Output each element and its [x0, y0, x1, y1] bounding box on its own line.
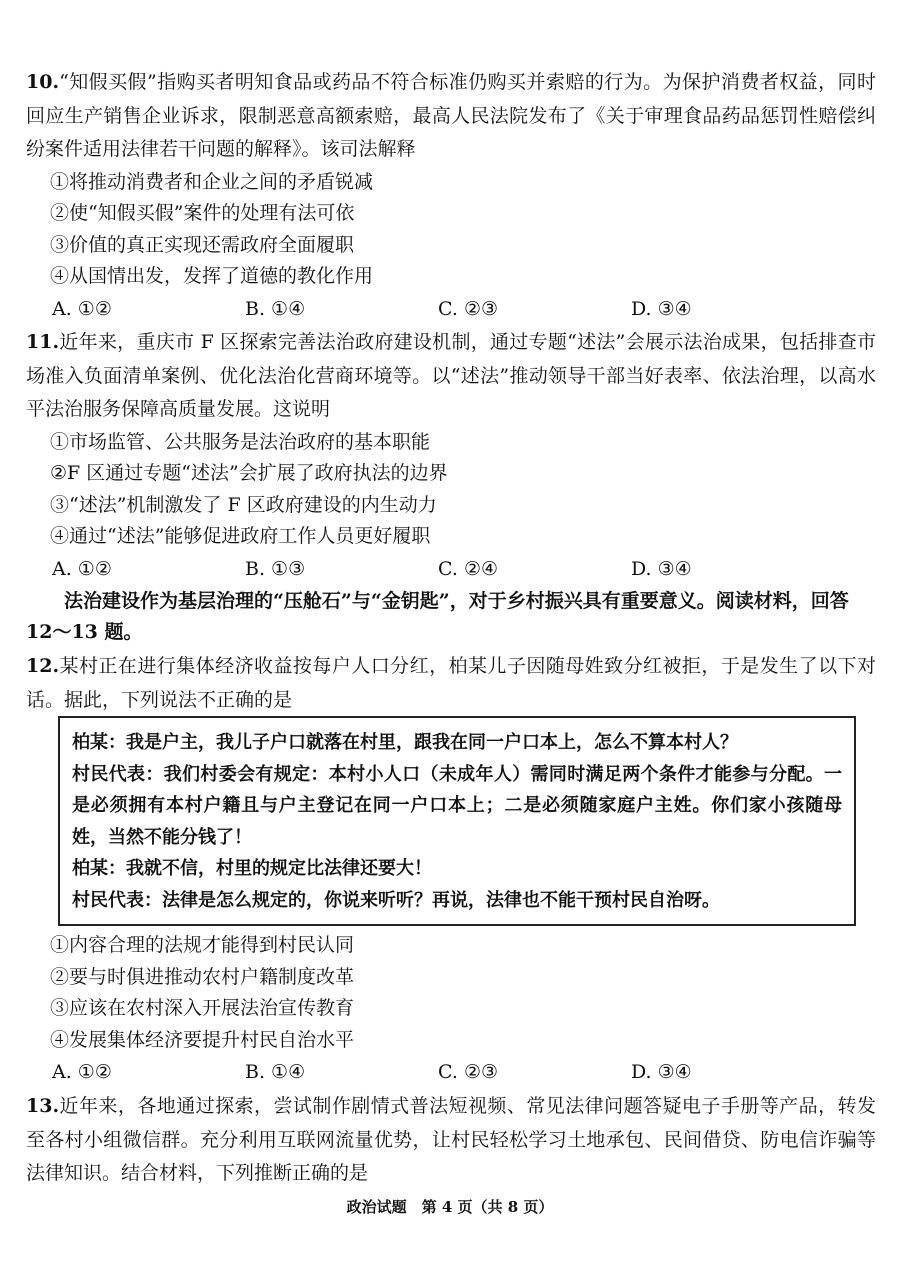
choice-c: C. ②④ — [438, 557, 499, 580]
dialog-line-3: 柏某：我就不信，村里的规定比法律还要大！ — [72, 858, 432, 879]
option-3: ③应该在农村深入开展法治宣传教育 — [50, 997, 355, 1019]
option-4: ④发展集体经济要提升村民自治水平 — [50, 1028, 355, 1051]
question-text: 近年来，各地通过探索，尝试制作剧情式普法短视频、常见法律问题答疑电子手册等产品，转发至各村小组微信群。充分利用互联网流量优势，让村民轻松学习土地承包、民间借贷、防电信诈骗等法律知识。结合材料，下列推断正确的是 — [26, 1095, 876, 1184]
question-12 — [26, 650, 876, 717]
question-number: 12. — [26, 655, 60, 677]
answer-choices — [52, 1056, 876, 1088]
intro-line-1: 法治建设作为基层治理的“压舱石”与“金钥匙”，对于乡村振兴具有重要意义。阅读材料，回答 — [64, 590, 849, 612]
option-3: ③价值的真正实现还需政府全面履职 — [50, 233, 355, 256]
choice-b: B. ①③ — [245, 557, 306, 580]
choice-d: D. ③④ — [631, 297, 692, 320]
choice-b: B. ①④ — [245, 1061, 306, 1083]
choice-c: C. ②③ — [438, 297, 499, 320]
question-number: 13. — [26, 1095, 60, 1117]
choice-a: A. ①② — [52, 1061, 112, 1083]
dialog-line-4: 村民代表：法律是怎么规定的，你说来听听？再说，法律也不能干预村民自治呀。 — [72, 889, 720, 911]
choice-d: D. ③④ — [631, 557, 692, 580]
choice-c: C. ②③ — [438, 1061, 499, 1083]
choice-a: A. ①② — [52, 557, 112, 580]
question-number: 11. — [26, 331, 60, 353]
question-10-stem — [26, 66, 876, 167]
question-10 — [26, 66, 876, 325]
question-13 — [26, 1090, 876, 1191]
intro-line-2: 12～13 题。 — [26, 621, 143, 643]
option-2: ②F 区通过专题“述法”会扩展了政府执法的边界 — [50, 462, 448, 484]
choice-d: D. ③④ — [631, 1061, 692, 1083]
question-text: 某村正在进行集体经济收益按每户人口分红，柏某儿子因随母姓致分红被拒，于是发生了以下对话。据此，下列说法不正确的是 — [26, 655, 876, 711]
question-13-stem — [26, 1090, 876, 1191]
answer-choices — [52, 553, 876, 585]
dialog-line-1: 柏某：我是户主，我儿子户口就落在村里，跟我在同一户口本上，怎么不算本村人？ — [72, 732, 738, 753]
question-11 — [26, 326, 876, 585]
option-2: ②使“知假买假”案件的处理有法可依 — [50, 202, 355, 224]
dialog-box — [58, 716, 856, 926]
question-text: 近年来，重庆市 F 区探索完善法治政府建设机制，通过专题“述法”会展示法治成果，包括排查市场准入负面清单案例、优化法治化营商环境等。以“述法”推动领导干部当好表率、依法治理，以高水平法治服务保障高质量发展。这说明 — [26, 331, 876, 420]
choice-a: A. ①② — [52, 297, 112, 320]
question-number: 10. — [26, 71, 60, 93]
question-12-options — [26, 930, 876, 1088]
option-1: ①市场监管、公共服务是法治政府的基本职能 — [50, 430, 431, 453]
page-footer: 政治试题 第 4 页（共 8 页） — [346, 1198, 554, 1216]
material-intro — [26, 586, 876, 648]
option-4: ④通过“述法”能够促进政府工作人员更好履职 — [50, 525, 431, 547]
choice-b: B. ①④ — [245, 297, 306, 320]
answer-choices — [52, 293, 876, 325]
option-1: ①内容合理的法规才能得到村民认同 — [50, 934, 355, 956]
question-12-stem — [26, 650, 876, 717]
option-3: ③“述法”机制激发了 F 区政府建设的内生动力 — [50, 493, 437, 516]
question-text: “知假买假”指购买者明知食品或药品不符合标准仍购买并索赔的行为。为保护消费者权益，同时回应生产销售企业诉求，限制恶意高额索赔，最高人民法院发布了《关于审理食品药品惩罚性赔偿纠纷案件适用法律若干问题的解释》。该司法解释 — [26, 71, 876, 160]
option-2: ②要与时俱进推动农村户籍制度改革 — [50, 965, 355, 988]
option-4: ④从国情出发，发挥了道德的教化作用 — [50, 265, 374, 287]
question-11-stem — [26, 326, 876, 427]
dialog-line-2: 村民代表：我们村委会有规定：本村小人口（未成年人）需同时满足两个条件才能参与分配。一是必须拥有本村户籍且与户主登记在同一户口本上；二是必须随家庭户主姓。你们家小孩随母姓，当然不能分钱了！ — [72, 763, 842, 848]
option-1: ①将推动消费者和企业之间的矛盾锐减 — [50, 170, 374, 193]
